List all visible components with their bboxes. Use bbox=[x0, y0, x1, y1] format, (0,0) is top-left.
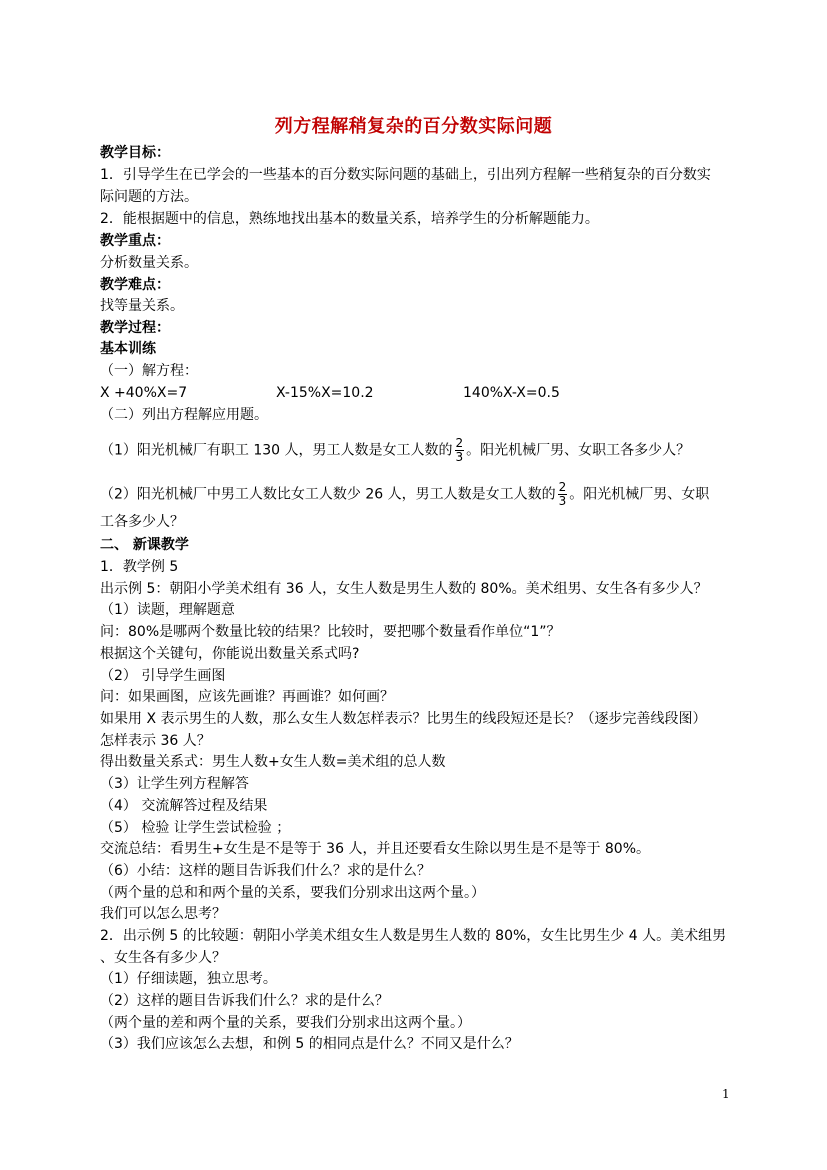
goal-1-line-2: 际问题的方法。 bbox=[100, 189, 198, 205]
key-point-heading: 教学重点： bbox=[100, 233, 170, 249]
lesson-line: （4） 交流解答过程及结果 bbox=[100, 798, 268, 814]
lesson-line: （3）我们应该怎么去想，和例 5 的相同点是什么？不同又是什么？ bbox=[100, 1036, 519, 1052]
lesson-line: 1．教学例 5 bbox=[100, 559, 179, 575]
fraction-two-thirds bbox=[558, 481, 568, 508]
lesson-line: （3）让学生列方程解答 bbox=[100, 776, 249, 792]
equation-2: X-15%X=10.2 bbox=[276, 385, 374, 401]
word-problems-label: （二）列出方程解应用题。 bbox=[100, 407, 268, 423]
lesson-line: 2．出示例 5 的比较题：朝阳小学美术组女生人数是男生人数的 80%，女生比男生少 4 人。美术组男 bbox=[100, 928, 727, 944]
goal-1-line-1: 1．引导学生在已学会的一些基本的百分数实际问题的基础上，引出列方程解一些稍复杂的百分数实 bbox=[100, 167, 711, 183]
lesson-line: （两个量的总和和两个量的关系，要我们分别求出这两个量。） bbox=[100, 885, 485, 901]
lesson-line: 如果用 X 表示男生的人数，那么女生人数怎样表示？比男生的线段短还是长？（逐步完善线段图） bbox=[100, 711, 707, 727]
problem-1-text-after: 。阳光机械厂男、女职工各多少人？ bbox=[466, 442, 691, 459]
equation-3: 140%X-X=0.5 bbox=[463, 385, 560, 401]
lesson-line: 出示例 5：朝阳小学美术组有 36 人，女生人数是男生人数的 80%。美术组男、女生各有多少人？ bbox=[100, 581, 708, 597]
problem-2-text-after: 。阳光机械厂男、女职 bbox=[569, 486, 710, 503]
lesson-line: 问：如果画图，应该先画谁？再画谁？如何画？ bbox=[100, 689, 394, 705]
difficulty-heading: 教学难点： bbox=[100, 277, 170, 293]
key-point-text: 分析数量关系。 bbox=[100, 255, 198, 271]
fraction-numerator: 2 bbox=[558, 480, 567, 494]
goal-2: 2．能根据题中的信息，熟练地找出基本的数量关系，培养学生的分析解题能力。 bbox=[100, 211, 599, 227]
problem-1 bbox=[100, 437, 740, 464]
problem-2 bbox=[100, 481, 740, 508]
lesson-line: （2）这样的题目告诉我们什么？求的是什么？ bbox=[100, 993, 389, 1009]
problem-2-line-2: 工各多少人？ bbox=[100, 514, 184, 530]
lesson-line: （2） 引导学生画图 bbox=[100, 668, 226, 684]
lesson-line: 我们可以怎么思考？ bbox=[100, 906, 226, 922]
solve-equations-label: （一）解方程： bbox=[100, 363, 198, 379]
lesson-line: 怎样表示 36 人？ bbox=[100, 733, 211, 749]
problem-2-text-before: （2）阳光机械厂中男工人数比女工人数少 26 人，男工人数是女工人数的 bbox=[100, 486, 556, 503]
lesson-line: （两个量的差和两个量的关系，要我们分别求出这两个量。） bbox=[100, 1015, 471, 1031]
lesson-line: （1）读题，理解题意 bbox=[100, 602, 235, 618]
lesson-line: 、女生各有多少人？ bbox=[100, 950, 226, 966]
lesson-line: （1）仔细读题，独立思考。 bbox=[100, 971, 277, 987]
fraction-numerator: 2 bbox=[455, 436, 464, 450]
lesson-line: 得出数量关系式：男生人数+女生人数=美术组的总人数 bbox=[100, 754, 446, 770]
lesson-line: 根据这个关键句，你能说出数量关系式吗? bbox=[100, 646, 360, 662]
lesson-line: 交流总结：看男生+女生是不是等于 36 人，并且还要看女生除以男生是不是等于 80%。 bbox=[100, 841, 651, 857]
problem-1-text-before: （1）阳光机械厂有职工 130 人，男工人数是女工人数的 bbox=[100, 442, 453, 459]
fraction-denominator: 3 bbox=[455, 450, 464, 464]
process-heading: 教学过程： bbox=[100, 320, 170, 336]
fraction-two-thirds bbox=[455, 437, 465, 464]
document-title: 列方程解稍复杂的百分数实际问题 bbox=[274, 116, 553, 137]
goals-heading: 教学目标： bbox=[100, 145, 170, 161]
page-number: 1 bbox=[722, 1087, 730, 1101]
fraction-denominator: 3 bbox=[558, 494, 567, 508]
lesson-line: （5） 检验 让学生尝试检验 ； bbox=[100, 820, 291, 836]
lesson-line: （6）小结：这样的题目告诉我们什么？求的是什么？ bbox=[100, 863, 431, 879]
equation-1: X +40%X=7 bbox=[100, 385, 188, 401]
basic-training-heading: 基本训练 bbox=[100, 341, 156, 357]
new-lesson-heading: 二、 新课教学 bbox=[100, 537, 189, 553]
lesson-line: 问：80%是哪两个数量比较的结果？比较时，要把哪个数量看作单位“1”？ bbox=[100, 624, 561, 640]
difficulty-text: 找等量关系。 bbox=[100, 298, 184, 314]
